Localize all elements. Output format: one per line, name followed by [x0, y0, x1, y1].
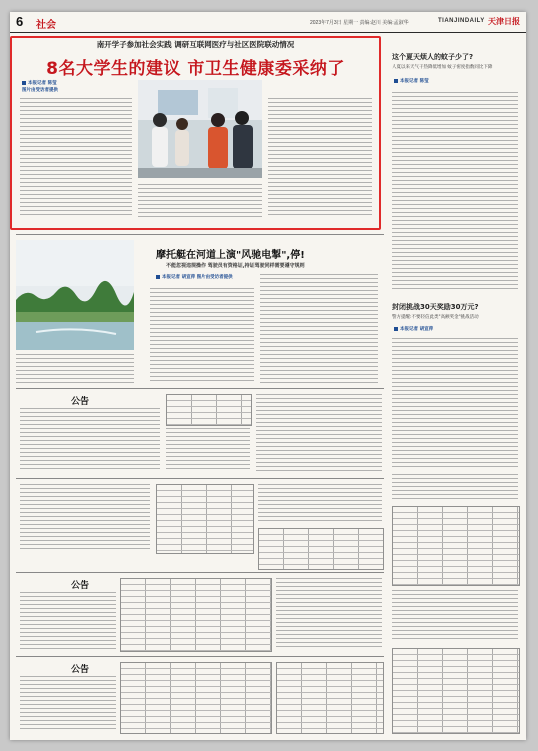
notice-table — [392, 506, 520, 586]
newspaper-page — [10, 12, 526, 740]
side-top-headline: 这个夏天烦人的蚊子少了? — [392, 53, 474, 61]
page-number: 6 — [16, 14, 24, 29]
notice-text — [258, 484, 382, 524]
notice-table — [120, 578, 272, 652]
notice-table — [166, 394, 252, 426]
side-top-subhead: 人夏以来天气干热降低增加 蚊子密度指数同比下降 — [392, 65, 493, 70]
river-text-column-1 — [150, 288, 254, 384]
river-photo — [16, 240, 134, 350]
notice-table — [392, 648, 520, 734]
lead-kicker: 南开学子参加社会实践 调研互联网医疗与社区医院联动情况 — [96, 40, 295, 49]
section-divider — [16, 478, 384, 479]
notice-title: 公告 — [70, 581, 89, 591]
river-caption-lines — [16, 354, 134, 384]
side-bottom-subhead: 警方提醒:不要轻信此类"高额奖金"挑战活动 — [392, 315, 479, 320]
lead-headline: 8名大学生的建议 市卫生健康委采纳了 — [46, 59, 345, 79]
section-divider — [16, 656, 384, 657]
lead-caption-lines — [138, 184, 262, 218]
river-subhead: 不能忽视违规操作 驾驶员有资格证,持证驾驶同样需要遵守规则 — [166, 263, 305, 269]
section-label: 社会 — [36, 20, 56, 31]
lead-text-column-1 — [20, 98, 132, 218]
section-divider — [16, 234, 384, 235]
side-bottom-text — [392, 338, 518, 468]
side-top-text — [392, 92, 518, 292]
notice-table — [156, 484, 254, 554]
lead-text-column-2 — [268, 98, 372, 218]
brand-english: TIANJINDAILY — [438, 18, 485, 24]
notice-text — [20, 676, 116, 732]
page-header — [10, 12, 526, 33]
section-divider — [16, 572, 384, 573]
section-divider — [16, 388, 384, 389]
brand-logo: 天津日报 — [488, 16, 520, 26]
notice-table — [258, 528, 384, 570]
lead-byline: 本报记者 陈莹 图片由受访者提供 — [22, 81, 58, 93]
notice-text — [392, 590, 518, 640]
notice-text — [392, 474, 518, 502]
notice-text — [256, 394, 382, 472]
notice-table — [276, 662, 384, 734]
byline-marker-icon — [394, 79, 398, 83]
students-photo-icon — [138, 80, 262, 178]
river-text-column-2 — [260, 274, 378, 384]
notice-title: 公告 — [70, 397, 89, 407]
byline-marker-icon — [394, 327, 398, 331]
byline-marker-icon — [22, 81, 26, 85]
byline-marker-icon — [156, 275, 160, 279]
river-byline: 本报记者 胡宣萍 图片由受访者提供 — [156, 274, 233, 281]
lead-photo — [138, 80, 262, 178]
notice-text — [20, 484, 150, 550]
notice-text — [20, 592, 116, 650]
river-landscape-photo-icon — [16, 240, 134, 350]
notice-text — [276, 578, 382, 650]
notice-table — [120, 662, 272, 734]
notice-text — [20, 408, 160, 472]
river-headline: 摩托艇在河道上演"风驰电掣",停! — [156, 250, 305, 261]
notice-title: 公告 — [70, 665, 89, 675]
side-bottom-headline: 封闭挑战30天奖励30万元? — [392, 303, 479, 311]
notice-text — [166, 428, 250, 472]
side-top-byline: 本报记者 陈莹 — [394, 78, 429, 85]
side-bottom-byline: 本报记者 胡宣萍 — [394, 326, 433, 333]
date-line: 2023年7月3日 星期一 责编:赵川 美编:孟淑华 — [310, 20, 409, 26]
